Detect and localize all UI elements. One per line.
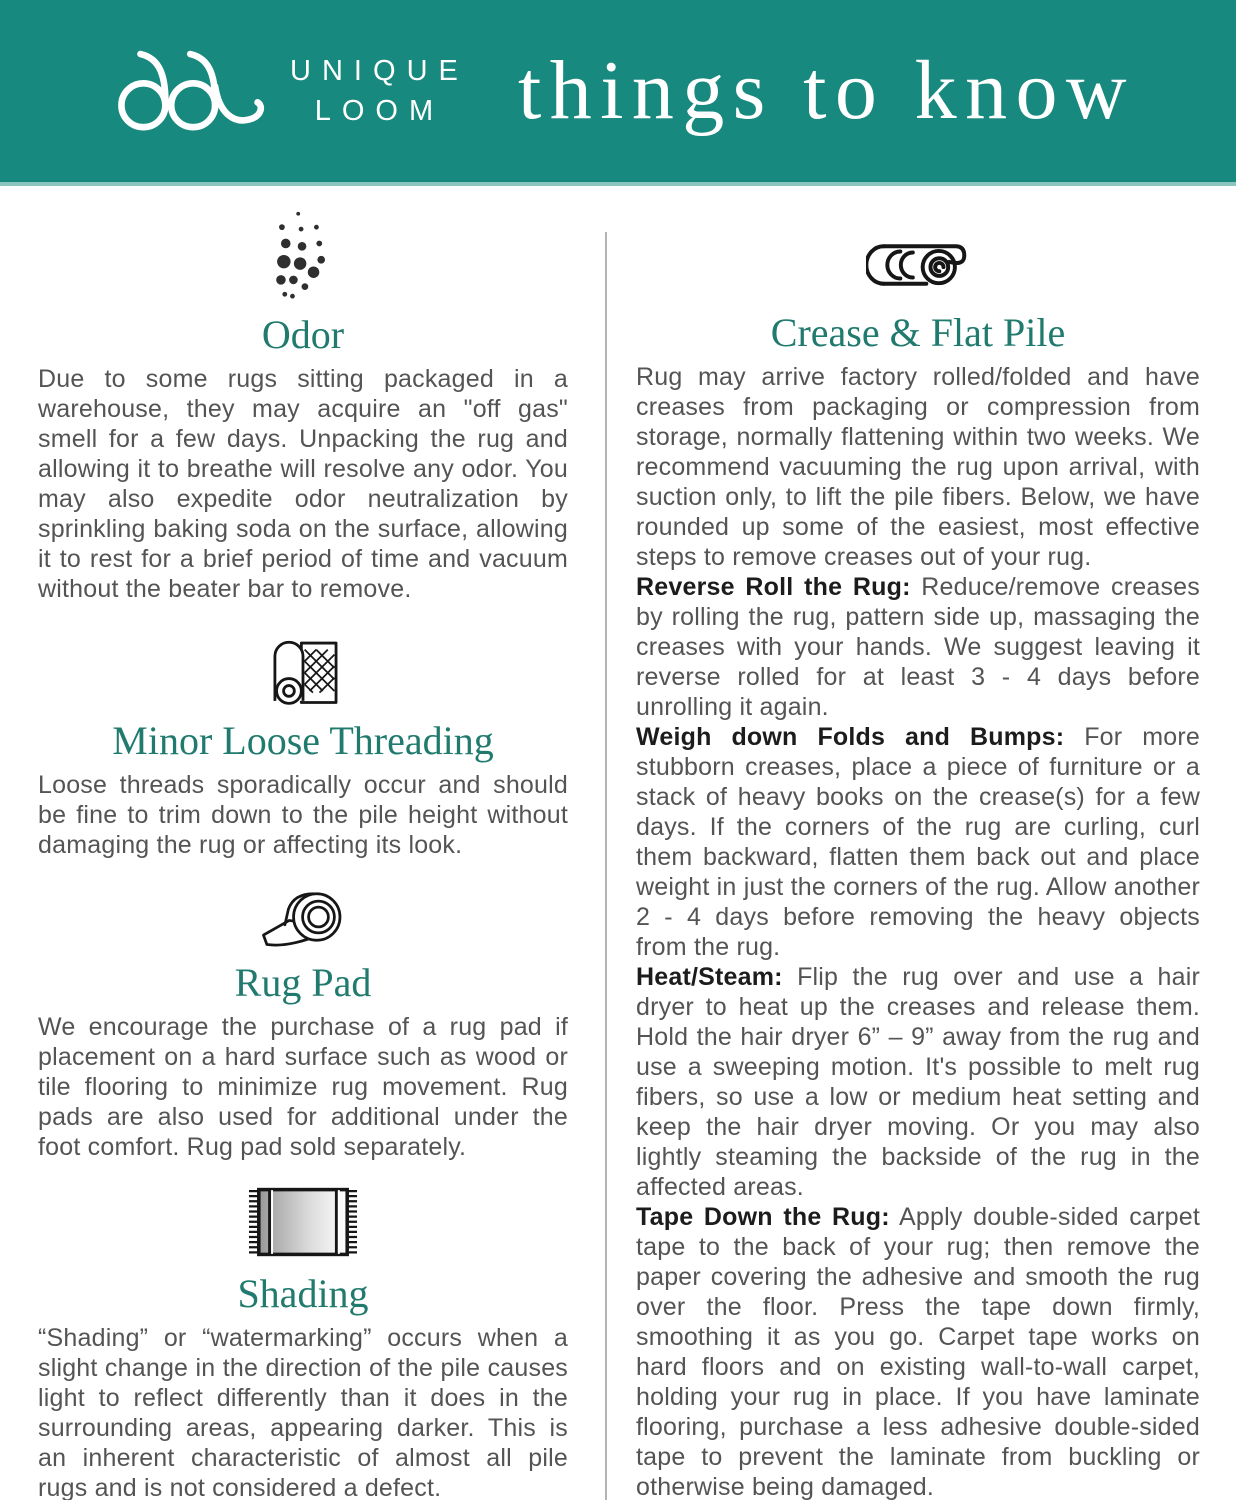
step-text-heat-steam: Flip the rug over and use a hair dryer to heat up the creases and release them. Hold the hair dryer 6” – 9” away from the rug and use a sweeping motion. It's possible to melt rug fibers, so use a low or medium heat setting and keep the hair dryer moving. Or you may also lightly steaming the backside of the rug in the affected areas. [636,963,1200,1201]
step-label-heat-steam: Heat/Steam: [636,963,783,991]
step-reverse-roll [636,572,1200,722]
section-body-threading: Loose threads sporadically occur and should be fine to trim down to the pile height without damaging the rug or affecting its look. [38,771,568,859]
step-label-weigh-down: Weigh down Folds and Bumps: [636,723,1065,751]
page-title: things to know [517,44,1135,137]
odor-dots-icon [38,208,568,300]
section-heading-rugpad: Rug Pad [234,960,372,1005]
step-text-tape-down: Apply double-sided carpet tape to the back of your rug; then remove the paper covering the adhesive and smooth the rug over the floor. Press the tape down firmly, smoothing it as you go. Carpet tape works on hard floors and on existing wall-to-wall carpet, holding your rug in place. If you have laminate flooring, purchase a less adhesive double-sided tape to prevent the laminate from buckling or otherwise being damaged. [636,1203,1200,1500]
header-banner [0,0,1236,186]
right-column [606,186,1236,1500]
left-column [0,186,606,1500]
section-body-shading: “Shading” or “watermarking” occurs when a slight change in the direction of the pile causes light to reflect differently than it does in the surrounding areas, appearing darker. This is an inherent characteristic of almost all pile rugs and is not considered a defect. [38,1324,568,1500]
section-shading [38,1186,568,1500]
section-heading-odor: Odor [261,312,345,357]
section-rug-pad [38,886,568,1162]
section-body-crease: Rug may arrive factory rolled/folded and have creases from packaging or compression from storage, normally flattening within two weeks. We recommend vacuuming the rug upon arrival, with suction only, to lift the pile fibers. Below, we have rounded up some of the easiest, most effective steps to remove creases out of your rug. [636,363,1200,571]
content-columns [0,186,1236,1500]
section-crease-flat-pile [636,242,1200,572]
brand-logo [98,45,469,137]
section-heading-threading: Minor Loose Threading [112,718,494,763]
section-heading-crease: Crease & Flat Pile [770,310,1066,355]
section-heading-shading: Shading [237,1271,369,1316]
brand-line1: UNIQUE [290,55,469,87]
section-odor [38,208,568,604]
step-weigh-down [636,722,1200,962]
step-heat-steam [636,962,1200,1202]
unique-loom-glasses-logo-icon [98,45,270,137]
rug-pad-roll-icon [38,886,568,948]
step-text-weigh-down: For more stubborn creases, place a piece of furniture or a stack of heavy books on the crease(s) for a few days. If the corners of the rug are curling, curl them backward, flatten them back out and place weight in just the corners of the rug. Allow another 2 - 4 days before removing the heavy objects from the rug. [636,723,1200,961]
brand-wordmark [290,51,469,131]
brand-line2: LOOM [314,95,445,127]
step-label-reverse-roll: Reverse Roll the Rug: [636,573,911,601]
fringed-rug-icon [38,1186,568,1259]
section-minor-loose-threading [38,624,568,860]
step-tape-down [636,1202,1200,1500]
column-divider [605,232,607,1500]
rolled-rug-side-icon [636,242,1200,288]
step-label-tape-down: Tape Down the Rug: [636,1203,890,1231]
section-body-rugpad: We encourage the purchase of a rug pad if placement on a hard surface such as wood or tile flooring to minimize rug movement. Rug pads are also used for additional under the foot comfort. Rug pad sold separately. [38,1013,568,1161]
step-text-reverse-roll: Reduce/remove creases by rolling the rug, pattern side up, massaging the creases with your hands. We suggest leaving it reverse rolled for at least 3 - 4 days before unrolling it again. [636,573,1200,721]
section-body-odor: Due to some rugs sitting packaged in a warehouse, they may acquire an "off gas" smell for a few days. Unpacking the rug and allowing it to breathe will resolve any odor. You may also expedite odor neutralization by sprinkling baking soda on the surface, allowing it to rest for a brief period of time and vacuum without the beater bar to remove. [38,365,568,603]
rolled-rug-corner-icon [38,624,568,710]
